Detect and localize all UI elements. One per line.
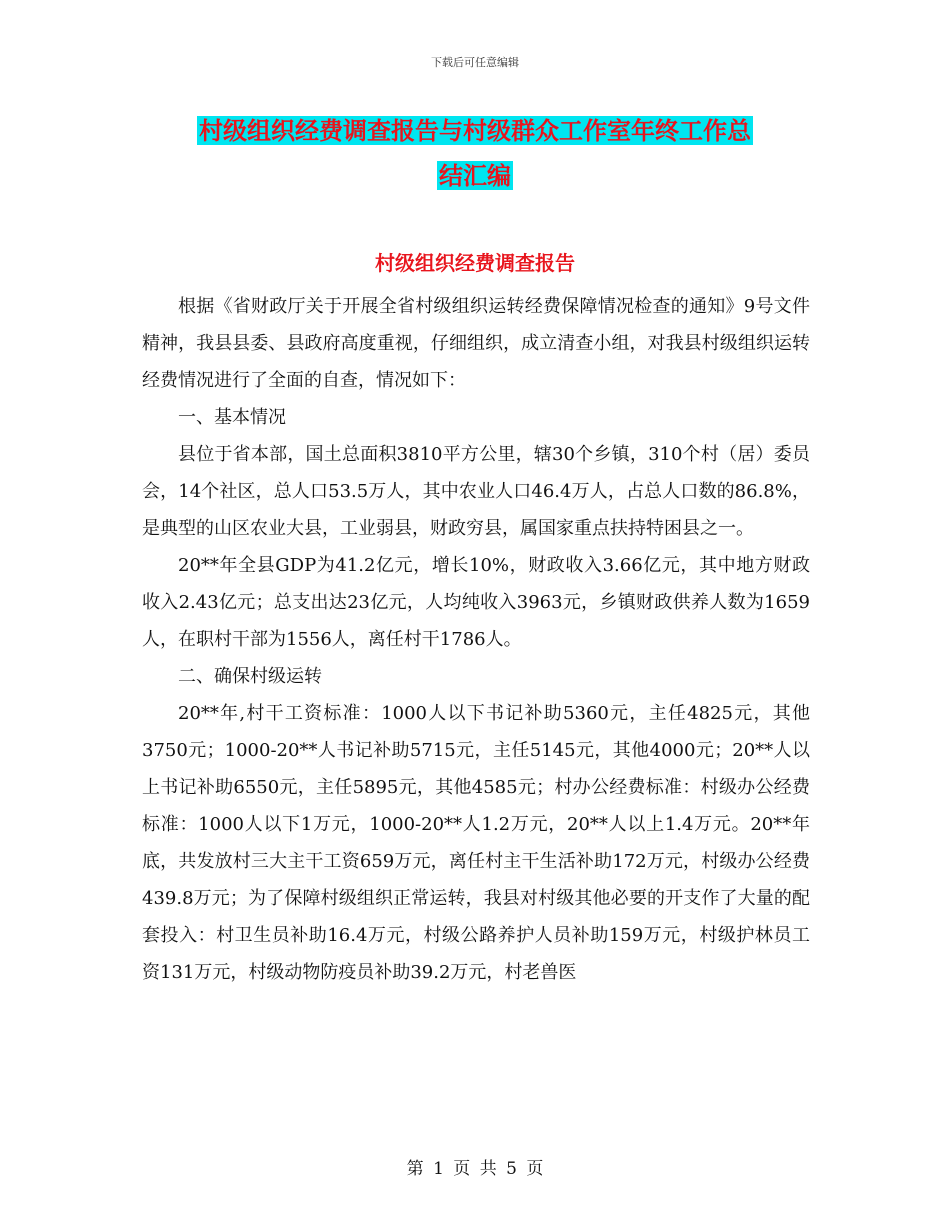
paragraph-economy: 20**年全县GDP为41.2亿元，增长10%，财政收入3.66亿元，其中地方财政收入2.43亿元；总支出达23亿元，人均纯收入3963元，乡镇财政供养人数为1659人，在职村干部为1556人，离任村干1786人。 — [142, 555, 810, 650]
document-title-line-2: 结汇编 — [439, 161, 511, 190]
heading-basic-situation: 一、基本情况 — [178, 407, 286, 428]
paragraph-intro: 根据《省财政厅关于开展全省村级组织运转经费保障情况检查的通知》9号文件精神，我县县委、县政府高度重视，仔细组织，成立清查小组，对我县村级组织运转经费情况进行了全面的自查，情况如下： — [142, 296, 810, 391]
document-body — [142, 288, 810, 991]
document-title — [140, 108, 810, 198]
document-title-line-1: 村级组织经费调查报告与村级群众工作室年终工作总 — [199, 116, 751, 145]
heading-ensure-operation: 二、确保村级运转 — [178, 666, 322, 687]
paragraph-funding-standards: 20**年,村干工资标准：1000人以下书记补助5360元，主任4825元，其他3750元；1000-20**人书记补助5715元，主任5145元，其他4000元；20**人以上书记补助6550元，主任5895元，其他4585元；村办公经费标准：村级办公经费标准：1000人以下1万元，1000-20**人1.2万元，20**人以上1.4万元。20**年底，共发放村三大主干工资659万元，离任村主干生活补助172万元，村级办公经费439.8万元；为了保障村级组织正常运转，我县对村级其他必要的开支作了大量的配套投入：村卫生员补助16.4万元，村级公路养护人员补助159万元，村级护林员工资131万元，村级动物防疫员补助39.2万元，村老兽医 — [142, 703, 810, 983]
page-header-note: 下载后可任意编辑 — [431, 56, 519, 69]
page-number-footer: 第 1 页 共 5 页 — [406, 1159, 544, 1179]
section-title: 村级组织经费调查报告 — [375, 251, 575, 275]
paragraph-county-overview: 县位于省本部，国土总面积3810平方公里，辖30个乡镇，310个村（居）委员会，14个社区，总人口53.5万人，其中农业人口46.4万人，占总人口数的86.8%，是典型的山区农业大县，工业弱县，财政穷县，属国家重点扶持特困县之一。 — [142, 444, 810, 539]
